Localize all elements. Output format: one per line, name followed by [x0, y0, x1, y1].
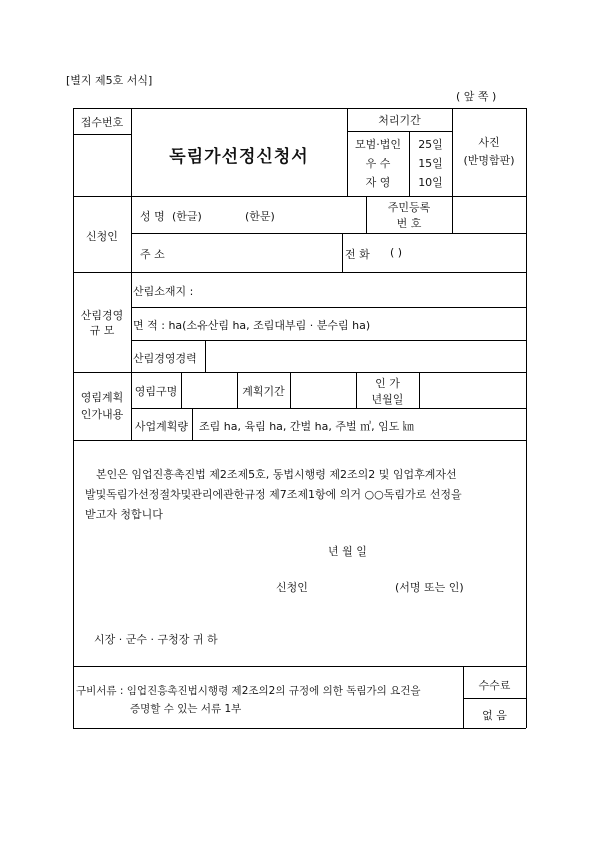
approval-date-label-2: 년월일 — [371, 393, 404, 406]
days-excellent: 15일 — [418, 157, 443, 170]
applicant-section-label: 신청인 — [86, 230, 118, 243]
days-model-corporate: 25일 — [418, 138, 443, 151]
plan-type-label: 영림구명 — [134, 385, 178, 398]
name-hanja-label: (한문) — [245, 210, 275, 223]
address-label: 주 소 — [140, 248, 165, 261]
category-model-corporate: 모범·법인 — [354, 138, 401, 151]
name-korean-label: (한글) — [172, 210, 202, 223]
processing-period-label: 처리기간 — [378, 114, 421, 127]
receipt-number-label: 접수번호 — [80, 116, 124, 129]
plan-section-label: 영림계획 — [80, 391, 124, 404]
required-documents-line-1: 구비서류 : 임업진흥촉진법시행령 제2조의2의 규정에 의한 독림가의 요건을 — [76, 685, 421, 697]
fee-value: 없 음 — [482, 709, 507, 722]
category-excellent: 우 수 — [365, 157, 391, 170]
resident-number-label: 주민등록 — [387, 201, 431, 214]
page-side-label: ( 앞 쪽 ) — [456, 90, 497, 103]
form-title: 독림가선정신청서 — [169, 147, 309, 167]
plan-section-label-2: 인가내용 — [80, 408, 124, 421]
statement-line-1: 본인은 임업진흥촉진법 제2조제5호, 동법시행령 제2조의2 및 임업후계자선 — [96, 468, 457, 481]
resident-number-label-2: 번 호 — [396, 217, 422, 230]
name-label: 성 명 — [140, 210, 165, 223]
required-documents-line-2: 증명할 수 있는 서류 1부 — [130, 703, 242, 715]
date-line: 년 월 일 — [328, 545, 367, 558]
statement-line-2: 발및독림가선정절차및관리에관한규정 제7조제1항에 의거 ○○독림가로 선정을 — [85, 488, 462, 501]
addressee: 시장 · 군수 · 구청장 귀 하 — [94, 633, 218, 646]
photo-size-label: (반명함판) — [463, 154, 515, 167]
forest-career-label: 산림경영경력 — [133, 352, 197, 365]
forest-area-line: 면 적 : ha(소유산림 ha, 조림대부림 · 분수림 ha) — [133, 319, 371, 332]
business-quantity-label: 사업계획량 — [134, 420, 189, 433]
photo-label: 사진 — [478, 136, 500, 149]
applicant-signature-label: 신청인 — [276, 581, 308, 594]
signature-field: (서명 또는 인) — [395, 581, 464, 594]
forest-scale-label-2: 규 모 — [89, 324, 115, 337]
plan-period-label: 계획기간 — [242, 385, 285, 398]
form-number: [별지 제5호 서식] — [66, 74, 153, 87]
approval-date-label: 인 가 — [375, 377, 400, 390]
phone-value: ( ) — [390, 246, 403, 259]
phone-label: 전 화 — [345, 248, 370, 261]
forest-scale-label: 산림경영 — [80, 309, 124, 322]
statement-line-3: 받고자 청합니다 — [85, 508, 163, 521]
fee-label: 수수료 — [478, 679, 511, 692]
days-self-managed: 10일 — [418, 176, 443, 189]
category-self-managed: 자 영 — [365, 176, 391, 189]
business-quantity-detail: 조림 ha, 육림 ha, 간벌 ha, 주벌 ㎥, 임도 ㎞ — [199, 420, 414, 433]
forest-location-label: 산림소재지 : — [133, 285, 194, 298]
